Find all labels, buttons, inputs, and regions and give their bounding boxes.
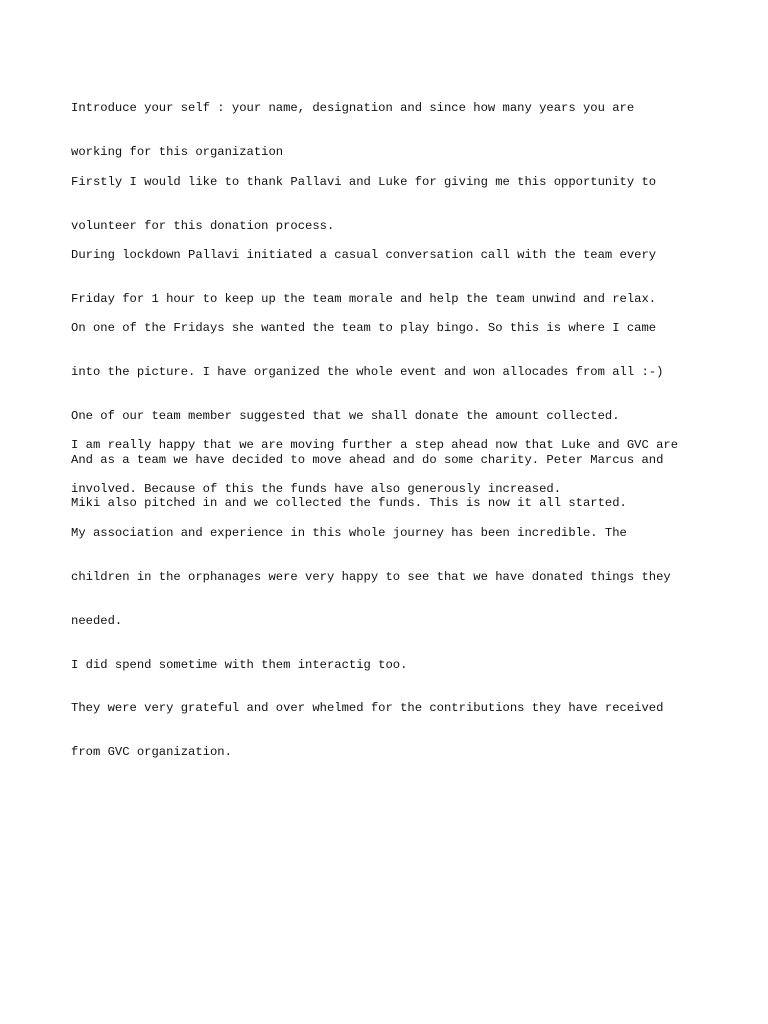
text-line: Friday for 1 hour to keep up the team morale and help the team unwind and relax.: [71, 291, 657, 306]
text-line: I am really happy that we are moving further a step ahead now that Luke and GVC are: [71, 438, 679, 453]
text-line: Firstly I would like to thank Pallavi and Luke for giving me this opportunity to: [71, 175, 657, 190]
text-line: working for this organization: [71, 144, 284, 159]
text-line: children in the orphanages were very happy to see that we have donated things they: [71, 569, 671, 584]
text-line: During lockdown Pallavi initiated a casual conversation call with the team every: [71, 248, 657, 263]
text-line: into the picture. I have organized the whole event and won allocades from all :-): [71, 364, 664, 379]
text-line: One of our team member suggested that we shall donate the amount collected.: [71, 408, 620, 423]
text-line: My association and experience in this whole journey has been incredible. The: [71, 526, 627, 541]
text-line: volunteer for this donation process.: [71, 218, 335, 233]
text-line: On one of the Fridays she wanted the team to play bingo. So this is where I came: [71, 321, 657, 336]
paragraph-experience: [71, 497, 711, 789]
text-line: from GVC organization.: [71, 745, 232, 760]
text-line: Introduce your self : your name, designation and since how many years you are: [71, 101, 635, 116]
text-line: Miki also pitched in and we collected the funds. This is now it all started.: [71, 496, 627, 511]
text-line: And as a team we have decided to move ahead and do some charity. Peter Marcus and: [71, 452, 664, 467]
text-line: I did spend sometime with them interactig too.: [71, 657, 408, 672]
text-line: They were very grateful and over whelmed for the contributions they have received: [71, 701, 664, 716]
text-line: needed.: [71, 613, 123, 628]
text-line: involved. Because of this the funds have also generously increased.: [71, 481, 562, 496]
